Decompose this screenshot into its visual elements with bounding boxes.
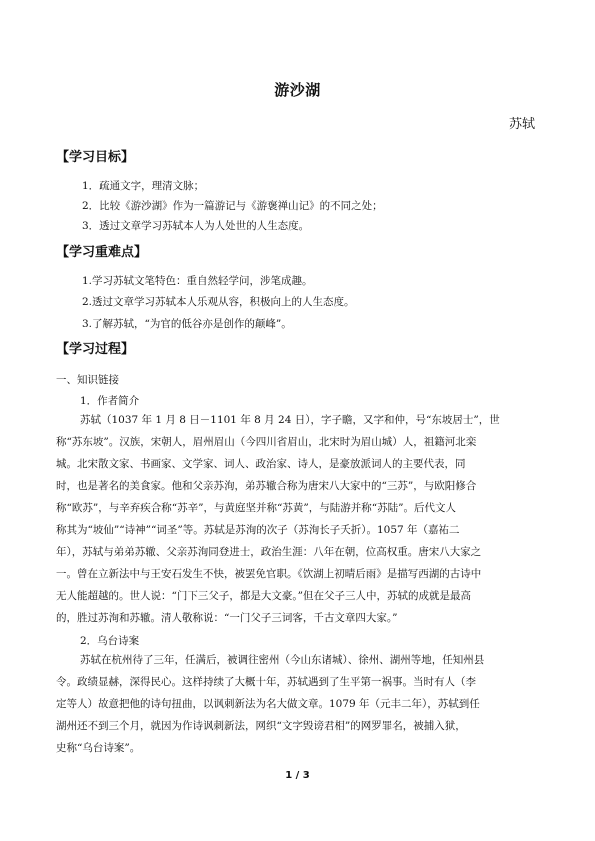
key-point-item: 3.了解苏轼，“为官的低谷亦是创作的颠峰”。 — [82, 318, 292, 330]
subsection-title: 1．作者简介 — [80, 395, 140, 407]
paragraph-line: 年），苏轼与弟弟苏辙、父亲苏洵同登进士，政治生涯：八年在朝，位高权重。唐宋八大家之 — [56, 546, 482, 558]
goal-item: 2．比较《游沙湖》作为一篇游记与《游褒禅山记》的不同之处； — [82, 200, 383, 212]
paragraph-line: 苏轼（1037 年 1 月 8 日－1101 年 8 月 24 日），字子瞻，又字和仲，号“东坡居士”，世 — [80, 414, 500, 426]
goal-item: 1．疏通文字，理清文脉； — [82, 180, 205, 192]
page-number: 1 / 3 — [285, 770, 310, 781]
paragraph-line: 史称“乌台诗案”。 — [56, 742, 141, 754]
paragraph-line: 一。曾在立新法中与王安石发生不快，被罢免官职。《饮湖上初晴后雨》是描写西湖的古诗中 — [56, 568, 482, 580]
paragraph-line: 苏轼在杭州待了三年，任满后，被调往密州（今山东诸城）、徐州、湖州等地，任知州县 — [80, 654, 485, 666]
goal-item: 3．透过文章学习苏轼本人为人处世的人生态度。 — [82, 220, 310, 232]
paragraph-line: 称其为“坡仙”“诗神”“词圣”等。苏轼是苏洵的次子（苏洵长子夭折）。1057 年（嘉祐二 — [56, 524, 460, 536]
section-heading-process: 【学习过程】 — [56, 342, 135, 357]
paragraph-line: 定等人）故意把他的诗句扭曲，以讽刺新法为名大做文章。1079 年（元丰二年），苏轼到任 — [56, 698, 480, 710]
paragraph-line: 湖州还不到三个月，就因为作诗讽刺新法，网织“文字毁谤君相”的网罗罪名，被捕入狱， — [56, 720, 466, 732]
wutai-case-paragraph — [56, 649, 540, 759]
section-heading-key-points: 【学习重难点】 — [56, 245, 148, 260]
author-name: 苏轼 — [508, 117, 535, 132]
author-bio-paragraph — [56, 409, 540, 629]
section-heading-goals: 【学习目标】 — [56, 150, 135, 165]
paragraph-line: 称“欧苏”，与辛弃疾合称“苏辛”，与黄庭坚并称“苏黄”，与陆游并称“苏陆”。后代文人 — [56, 502, 456, 514]
key-point-item: 2.透过文章学习苏轼本人乐观从容，积极向上的人生态度。 — [82, 296, 355, 308]
subsection-title: 2．乌台诗案 — [80, 635, 140, 647]
page-title: 游沙湖 — [274, 81, 321, 99]
paragraph-line: 无人能超越的。世人说：“门下三父子，都是大文豪。”但在父子三人中，苏轼的成就是最高 — [56, 590, 471, 602]
paragraph-line: 时，也是著名的美食家。他和父亲苏洵，弟苏辙合称为唐宋八大家中的“三苏”，与欧阳修合 — [56, 480, 477, 492]
paragraph-line: 令。政绩显赫，深得民心。这样持续了大概十年，苏轼遇到了生平第一祸事。当时有人（李 — [56, 676, 476, 688]
part-title: 一、知识链接 — [56, 374, 119, 386]
paragraph-line: 的，胜过苏洵和苏辙。清人敬称说：“一门父子三词客，千古文章四大家。” — [56, 612, 398, 624]
paragraph-line: 称“苏东坡”。汉族，宋朝人，眉州眉山（今四川省眉山，北宋时为眉山城）人，祖籍河北栾 — [56, 436, 477, 448]
paragraph-line: 城。北宋散文家、书画家、文学家、词人、政治家、诗人，是豪放派词人的主要代表，同 — [56, 458, 466, 470]
key-point-item: 1.学习苏轼文笔特色：重自然轻学问，涉笔成趣。 — [82, 275, 313, 287]
